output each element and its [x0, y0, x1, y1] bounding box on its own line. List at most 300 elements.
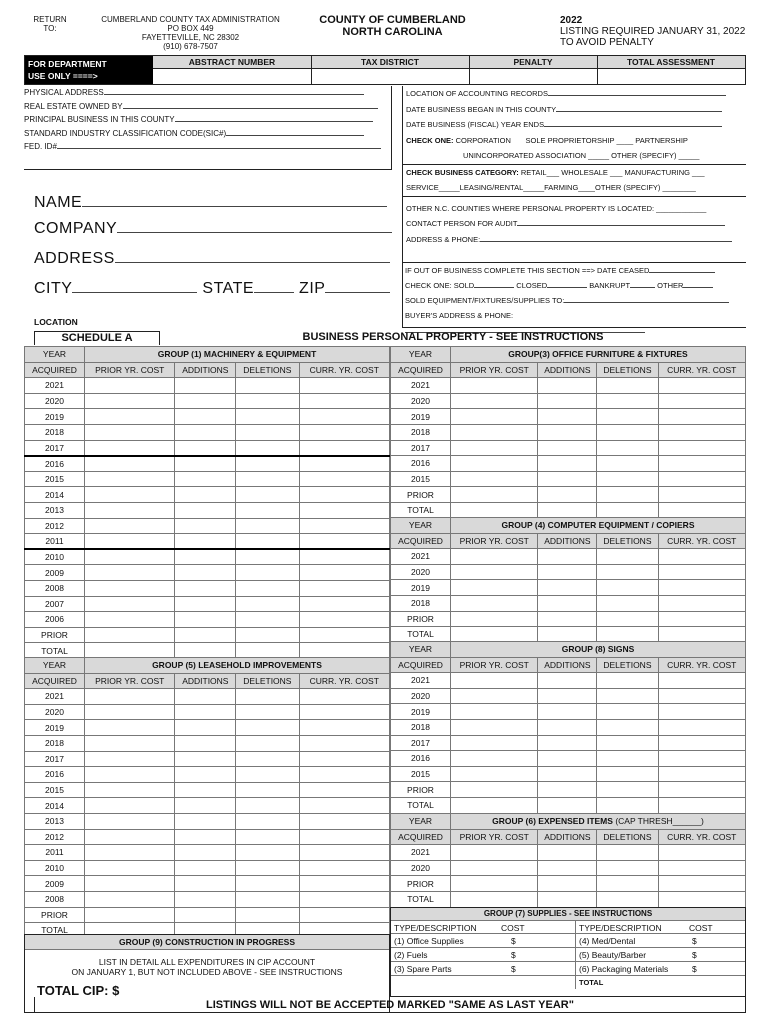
group3-title: GROUP(3) OFFICE FURNITURE & FIXTURES: [451, 347, 746, 363]
group8-value-cell[interactable]: [597, 751, 658, 767]
group1-value-cell[interactable]: [299, 518, 389, 534]
group1-value-cell[interactable]: [299, 549, 389, 565]
group8-value-cell[interactable]: [538, 766, 597, 782]
group3-row: [391, 471, 746, 487]
group5-value-cell[interactable]: [236, 704, 299, 720]
group8-value-cell[interactable]: [658, 704, 745, 720]
group3-value-cell[interactable]: [538, 378, 597, 394]
group5-value-cell[interactable]: [85, 782, 175, 798]
group5-value-cell[interactable]: [299, 891, 389, 907]
group5-value-cell[interactable]: [299, 767, 389, 783]
group8-value-cell[interactable]: [538, 688, 597, 704]
listing-required: LISTING REQUIRED JANUARY 31, 2022: [560, 26, 746, 37]
unincorporated-row[interactable]: [403, 148, 746, 164]
group8-value-cell[interactable]: [597, 688, 658, 704]
group1-value-cell[interactable]: [236, 580, 299, 596]
group1-value-cell[interactable]: [299, 409, 389, 425]
group7-cost-right[interactable]: $: [692, 936, 697, 946]
group5-value-cell[interactable]: [236, 813, 299, 829]
group1-value-cell[interactable]: [85, 424, 175, 440]
group8-year-cell: 2015: [391, 766, 451, 782]
group5-value-cell[interactable]: [236, 798, 299, 814]
group4-value-cell[interactable]: [538, 611, 597, 627]
group4-value-cell[interactable]: [597, 580, 658, 596]
group3-value-cell[interactable]: [451, 440, 538, 456]
group1-value-cell[interactable]: [175, 612, 236, 628]
group3-value-cell[interactable]: [597, 440, 658, 456]
group8-value-cell[interactable]: [538, 735, 597, 751]
group5-value-cell[interactable]: [175, 860, 236, 876]
group6-value-cell[interactable]: [538, 845, 597, 861]
group1-year-cell: 2020: [25, 393, 85, 409]
group1-value-cell[interactable]: [175, 393, 236, 409]
group3-value-cell[interactable]: [658, 440, 745, 456]
address-label: ADDRESS: [34, 250, 115, 267]
group1-value-cell[interactable]: [85, 627, 175, 643]
group6-cap-thresh[interactable]: (CAP THRESH______): [615, 816, 704, 827]
group5-value-cell[interactable]: [236, 720, 299, 736]
group4-value-cell[interactable]: [597, 611, 658, 627]
group3-value-cell[interactable]: [538, 456, 597, 472]
check-one-status-row[interactable]: [403, 278, 746, 293]
group3-value-cell[interactable]: [451, 378, 538, 394]
group1-value-cell[interactable]: [175, 409, 236, 425]
group4-value-cell[interactable]: [538, 627, 597, 643]
group5-value-cell[interactable]: [85, 751, 175, 767]
group8-value-cell[interactable]: [538, 673, 597, 689]
address-row[interactable]: [34, 250, 390, 268]
group6-value-cell[interactable]: [597, 891, 658, 907]
group1-value-cell[interactable]: [175, 440, 236, 456]
group3-value-cell[interactable]: [451, 456, 538, 472]
group4-value-cell[interactable]: [538, 564, 597, 580]
group4-value-cell[interactable]: [451, 580, 538, 596]
group5-value-cell[interactable]: [85, 907, 175, 923]
group3-value-cell[interactable]: [658, 409, 745, 425]
group5-value-cell[interactable]: [299, 798, 389, 814]
group6-value-cell[interactable]: [451, 876, 538, 892]
group1-value-cell[interactable]: [85, 393, 175, 409]
group8-value-cell[interactable]: [658, 719, 745, 735]
date-ceased-row[interactable]: [403, 263, 746, 278]
group1-value-cell[interactable]: [299, 596, 389, 612]
bankrupt-option[interactable]: BANKRUPT: [589, 281, 631, 290]
group5-value-cell[interactable]: [85, 689, 175, 705]
group3-value-cell[interactable]: [597, 502, 658, 518]
group1-value-cell[interactable]: [85, 534, 175, 550]
group1-value-cell[interactable]: [236, 409, 299, 425]
group8-value-cell[interactable]: [538, 782, 597, 798]
group3-table: [390, 346, 746, 519]
group4-year-cell: 2019: [391, 580, 451, 596]
group1-value-cell[interactable]: [175, 424, 236, 440]
group6-value-cell[interactable]: [658, 876, 745, 892]
group6-value-cell[interactable]: [538, 876, 597, 892]
group1-value-cell[interactable]: [175, 487, 236, 503]
group5-value-cell[interactable]: [85, 720, 175, 736]
group1-value-cell[interactable]: [85, 502, 175, 518]
category-line1[interactable]: RETAIL___ WHOLESALE ___ MANUFACTURING ___: [520, 167, 705, 177]
group1-value-cell[interactable]: [85, 378, 175, 394]
sold-option[interactable]: CHECK ONE: SOLD: [405, 281, 475, 290]
group5-value-cell[interactable]: [299, 751, 389, 767]
group1-value-cell[interactable]: [236, 502, 299, 518]
sic-row[interactable]: [24, 127, 391, 141]
group1-value-cell[interactable]: [85, 565, 175, 581]
group5-value-cell[interactable]: [299, 782, 389, 798]
group3-value-cell[interactable]: [597, 378, 658, 394]
group1-value-cell[interactable]: [175, 549, 236, 565]
category-line2[interactable]: SERVICE_____LEASING/RENTAL_____FARMING____OTHER (SPECIFY) ________: [406, 183, 696, 192]
group5-value-cell[interactable]: [85, 704, 175, 720]
group5-value-cell[interactable]: [175, 798, 236, 814]
group1-value-cell[interactable]: [85, 471, 175, 487]
group1-value-cell[interactable]: [175, 456, 236, 472]
group3-value-cell[interactable]: [658, 502, 745, 518]
group6-value-cell[interactable]: [658, 891, 745, 907]
group3-value-cell[interactable]: [658, 378, 745, 394]
group4-value-cell[interactable]: [658, 627, 745, 643]
group1-value-cell[interactable]: [175, 534, 236, 550]
group8-value-cell[interactable]: [538, 751, 597, 767]
group3-value-cell[interactable]: [538, 487, 597, 503]
group1-value-cell[interactable]: [85, 409, 175, 425]
group5-value-cell[interactable]: [299, 907, 389, 923]
group5-value-cell[interactable]: [85, 876, 175, 892]
group1-value-cell[interactable]: [299, 502, 389, 518]
principal-business-row[interactable]: [24, 113, 391, 127]
other-counties-row[interactable]: [403, 201, 746, 217]
group5-value-cell[interactable]: [175, 891, 236, 907]
group6-value-cell[interactable]: [538, 891, 597, 907]
group8-value-cell[interactable]: [597, 766, 658, 782]
group6-value-cell[interactable]: [597, 845, 658, 861]
group7-cost-left[interactable]: $: [511, 950, 516, 960]
group6-value-cell[interactable]: [658, 845, 745, 861]
group8-value-cell[interactable]: [538, 797, 597, 813]
group1-value-cell[interactable]: [236, 456, 299, 472]
group4-value-cell[interactable]: [658, 564, 745, 580]
group5-value-cell[interactable]: [299, 704, 389, 720]
group8-value-cell[interactable]: [451, 673, 538, 689]
closed-option[interactable]: CLOSED: [516, 281, 548, 290]
group8-value-cell[interactable]: [658, 766, 745, 782]
group7-section: [390, 907, 746, 997]
group6-value-cell[interactable]: [451, 891, 538, 907]
tax-district-label: TAX DISTRICT: [361, 57, 419, 67]
group8-value-cell[interactable]: [597, 719, 658, 735]
group5-value-cell[interactable]: [236, 891, 299, 907]
group5-value-cell[interactable]: [175, 782, 236, 798]
group1-value-cell[interactable]: [236, 487, 299, 503]
group7-cost-right[interactable]: $: [692, 950, 697, 960]
contact-person-row[interactable]: [403, 216, 746, 232]
group1-value-cell[interactable]: [236, 549, 299, 565]
group5-value-cell[interactable]: [299, 845, 389, 861]
group8-value-cell[interactable]: [658, 782, 745, 798]
group8-value-cell[interactable]: [451, 797, 538, 813]
group5-value-cell[interactable]: [175, 845, 236, 861]
group5-value-cell[interactable]: [236, 907, 299, 923]
group4-value-cell[interactable]: [451, 627, 538, 643]
group6-row: [391, 860, 746, 876]
group6-value-cell[interactable]: [538, 860, 597, 876]
category-row-2[interactable]: [403, 180, 746, 197]
group6-value-cell[interactable]: [451, 845, 538, 861]
group8-value-cell[interactable]: [451, 782, 538, 798]
group8-value-cell[interactable]: [538, 704, 597, 720]
group1-value-cell[interactable]: [85, 580, 175, 596]
group1-value-cell[interactable]: [175, 580, 236, 596]
group5-value-cell[interactable]: [299, 689, 389, 705]
group5-value-cell[interactable]: [175, 876, 236, 892]
group1-value-cell[interactable]: [85, 612, 175, 628]
group5-value-cell[interactable]: [299, 829, 389, 845]
group5-value-cell[interactable]: [236, 751, 299, 767]
group5-year-cell: 2011: [25, 845, 85, 861]
group3-value-cell[interactable]: [597, 393, 658, 409]
location-records-row[interactable]: [403, 86, 746, 102]
group1-value-cell[interactable]: [175, 627, 236, 643]
group3-value-cell[interactable]: [451, 502, 538, 518]
group5-value-cell[interactable]: [236, 876, 299, 892]
group5-value-cell[interactable]: [299, 876, 389, 892]
group8-value-cell[interactable]: [451, 766, 538, 782]
group1-value-cell[interactable]: [85, 549, 175, 565]
check-one-row[interactable]: [403, 133, 746, 149]
group8-value-cell[interactable]: [597, 797, 658, 813]
group5-value-cell[interactable]: [236, 845, 299, 861]
group8-value-cell[interactable]: [597, 673, 658, 689]
group1-value-cell[interactable]: [85, 456, 175, 472]
group5-value-cell[interactable]: [299, 860, 389, 876]
group1-value-cell[interactable]: [175, 596, 236, 612]
group1-value-cell[interactable]: [175, 378, 236, 394]
group5-value-cell[interactable]: [175, 751, 236, 767]
group4-value-cell[interactable]: [597, 595, 658, 611]
group5-value-cell[interactable]: [236, 860, 299, 876]
group8-value-cell[interactable]: [451, 688, 538, 704]
group5-value-cell[interactable]: [236, 782, 299, 798]
group4-value-cell[interactable]: [658, 595, 745, 611]
group3-value-cell[interactable]: [658, 456, 745, 472]
group1-value-cell[interactable]: [299, 534, 389, 550]
group4-value-cell[interactable]: [451, 564, 538, 580]
group1-value-cell[interactable]: [175, 518, 236, 534]
group3-value-cell[interactable]: [597, 471, 658, 487]
group1-value-cell[interactable]: [299, 565, 389, 581]
group4-value-cell[interactable]: [538, 595, 597, 611]
group3-value-cell[interactable]: [451, 393, 538, 409]
group8-value-cell[interactable]: [658, 735, 745, 751]
group4-value-cell[interactable]: [451, 549, 538, 565]
group1-value-cell[interactable]: [236, 627, 299, 643]
group8-value-cell[interactable]: [597, 704, 658, 720]
group5-value-cell[interactable]: [236, 767, 299, 783]
group7-type-header-left: TYPE/DESCRIPTION: [394, 923, 477, 933]
group8-value-cell[interactable]: [451, 751, 538, 767]
group3-value-cell[interactable]: [538, 424, 597, 440]
group5-value-cell[interactable]: [85, 829, 175, 845]
group3-value-cell[interactable]: [538, 393, 597, 409]
group5-value-cell[interactable]: [175, 907, 236, 923]
group4-value-cell[interactable]: [538, 580, 597, 596]
group1-value-cell[interactable]: [85, 518, 175, 534]
group5-value-cell[interactable]: [299, 720, 389, 736]
group3-value-cell[interactable]: [597, 487, 658, 503]
group1-value-cell[interactable]: [236, 393, 299, 409]
group5-value-cell[interactable]: [85, 845, 175, 861]
group3-value-cell[interactable]: [451, 471, 538, 487]
group8-value-cell[interactable]: [658, 673, 745, 689]
group5-value-cell[interactable]: [236, 735, 299, 751]
group6-value-cell[interactable]: [597, 860, 658, 876]
group1-value-cell[interactable]: [236, 518, 299, 534]
group8-value-cell[interactable]: [451, 704, 538, 720]
group3-value-cell[interactable]: [658, 393, 745, 409]
group3-row: [391, 424, 746, 440]
group6-value-cell[interactable]: [597, 876, 658, 892]
group8-value-cell[interactable]: [451, 719, 538, 735]
group1-value-cell[interactable]: [236, 565, 299, 581]
group1-value-cell[interactable]: [175, 502, 236, 518]
group1-value-cell[interactable]: [236, 471, 299, 487]
group5-value-cell[interactable]: [299, 735, 389, 751]
group6-value-cell[interactable]: [658, 860, 745, 876]
group6-value-cell[interactable]: [451, 860, 538, 876]
group5-value-cell[interactable]: [175, 829, 236, 845]
group8-value-cell[interactable]: [658, 797, 745, 813]
group1-value-cell[interactable]: [299, 424, 389, 440]
group5-value-cell[interactable]: [236, 829, 299, 845]
address-phone-row[interactable]: [403, 232, 746, 248]
group1-value-cell[interactable]: [299, 612, 389, 628]
group8-value-cell[interactable]: [451, 735, 538, 751]
group3-value-cell[interactable]: [538, 409, 597, 425]
group5-value-cell[interactable]: [175, 813, 236, 829]
group5-value-cell[interactable]: [236, 689, 299, 705]
group7-cost-left[interactable]: $: [511, 964, 516, 974]
total-cip[interactable]: TOTAL CIP: $: [37, 983, 120, 998]
city-state-zip-row[interactable]: [34, 280, 390, 298]
group1-row: [25, 596, 390, 612]
group5-value-cell[interactable]: [175, 767, 236, 783]
group5-value-cell[interactable]: [299, 813, 389, 829]
group8-value-cell[interactable]: [597, 735, 658, 751]
company-row[interactable]: [34, 220, 392, 238]
group3-value-cell[interactable]: [538, 502, 597, 518]
group1-value-cell[interactable]: [299, 627, 389, 643]
group5-value-cell[interactable]: [175, 735, 236, 751]
group1-value-cell[interactable]: [236, 612, 299, 628]
unincorporated-option[interactable]: UNINCORPORATED ASSOCIATION _____ OTHER (SPECIFY) _____: [463, 151, 700, 160]
group1-year-cell: 2021: [25, 378, 85, 394]
fed-id-row[interactable]: [24, 140, 391, 154]
group1-value-cell[interactable]: [299, 580, 389, 596]
group4-value-cell[interactable]: [658, 580, 745, 596]
group1-value-cell[interactable]: [236, 424, 299, 440]
group1-value-cell[interactable]: [236, 440, 299, 456]
group1-value-cell[interactable]: [85, 440, 175, 456]
name-row[interactable]: [34, 194, 387, 212]
group5-row: [25, 720, 390, 736]
group1-year-cell: 2015: [25, 471, 85, 487]
group3-value-cell[interactable]: [538, 440, 597, 456]
group3-value-cell[interactable]: [597, 424, 658, 440]
group3-value-cell[interactable]: [658, 487, 745, 503]
other-option[interactable]: OTHER: [657, 281, 684, 290]
group1-value-cell[interactable]: [299, 456, 389, 472]
group1-value-cell[interactable]: [85, 596, 175, 612]
group1-value-cell[interactable]: [175, 565, 236, 581]
group7-cost-left[interactable]: $: [511, 936, 516, 946]
fiscal-year-row[interactable]: [403, 117, 746, 133]
group1-value-cell[interactable]: [175, 471, 236, 487]
group8-rows: [391, 673, 746, 813]
group4-value-cell[interactable]: [597, 627, 658, 643]
group7-cost-right[interactable]: $: [692, 964, 697, 974]
group8-value-cell[interactable]: [597, 782, 658, 798]
group3-value-cell[interactable]: [597, 456, 658, 472]
group5-value-cell[interactable]: [175, 704, 236, 720]
group4-value-cell[interactable]: [658, 611, 745, 627]
group8-value-cell[interactable]: [538, 719, 597, 735]
group1-value-cell[interactable]: [299, 393, 389, 409]
group7-total-value[interactable]: [689, 976, 745, 989]
group4-value-cell[interactable]: [538, 549, 597, 565]
group4-value-cell[interactable]: [597, 549, 658, 565]
group3-value-cell[interactable]: [658, 471, 745, 487]
sold-equipment-row[interactable]: [403, 293, 746, 308]
group4-value-cell[interactable]: [451, 611, 538, 627]
corporation-option[interactable]: CORPORATION: [455, 135, 511, 145]
group4-value-cell[interactable]: [597, 564, 658, 580]
group3-value-cell[interactable]: [451, 409, 538, 425]
group5-value-cell[interactable]: [175, 720, 236, 736]
group1-value-cell[interactable]: [299, 378, 389, 394]
group1-value-cell[interactable]: [236, 378, 299, 394]
group1-value-cell[interactable]: [299, 487, 389, 503]
group5-value-cell[interactable]: [85, 767, 175, 783]
group5-value-cell[interactable]: [175, 689, 236, 705]
group5-value-cell[interactable]: [85, 798, 175, 814]
category-row[interactable]: [403, 164, 746, 181]
group3-value-cell[interactable]: [451, 487, 538, 503]
date-began-row[interactable]: [403, 102, 746, 118]
group1-value-cell[interactable]: [299, 440, 389, 456]
physical-address-row[interactable]: [24, 86, 391, 100]
group3-value-cell[interactable]: [658, 424, 745, 440]
group5-value-cell[interactable]: [85, 735, 175, 751]
group4-value-cell[interactable]: [451, 595, 538, 611]
group8-value-cell[interactable]: [658, 688, 745, 704]
group1-value-cell[interactable]: [236, 596, 299, 612]
group3-value-cell[interactable]: [597, 409, 658, 425]
group5-value-cell[interactable]: [85, 891, 175, 907]
sole-prop-option[interactable]: SOLE PROPRIETORSHIP ____ PARTNERSHIP: [525, 135, 688, 145]
group5-value-cell[interactable]: [85, 813, 175, 829]
group5-value-cell[interactable]: [85, 860, 175, 876]
group1-value-cell[interactable]: [85, 487, 175, 503]
state-label: STATE: [202, 280, 255, 297]
real-estate-row[interactable]: [24, 100, 391, 114]
group3-value-cell[interactable]: [451, 424, 538, 440]
group3-value-cell[interactable]: [538, 471, 597, 487]
group8-value-cell[interactable]: [658, 751, 745, 767]
group4-value-cell[interactable]: [658, 549, 745, 565]
group1-value-cell[interactable]: [236, 534, 299, 550]
group1-value-cell[interactable]: [299, 471, 389, 487]
